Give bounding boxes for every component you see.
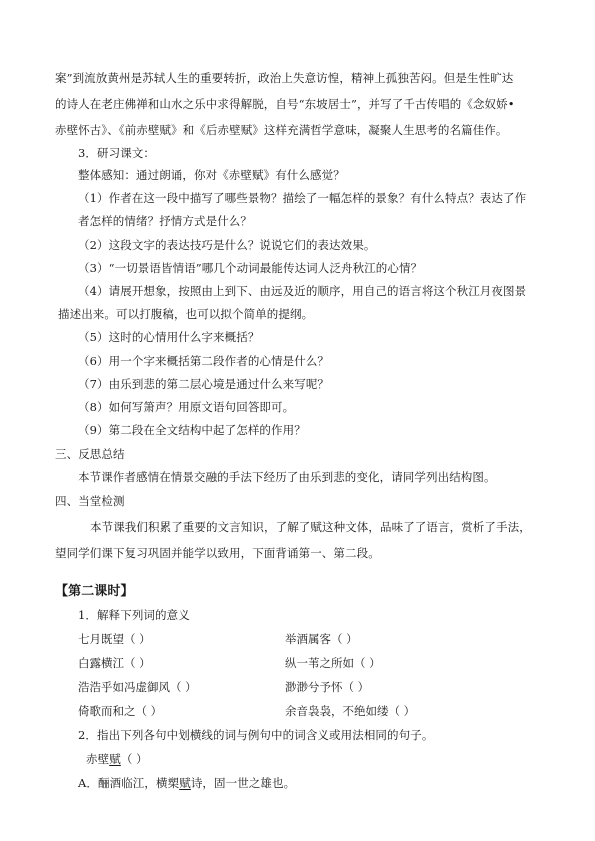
question-1-line-2: 者怎样的情绪？抒情方式是什么？ [78, 214, 252, 228]
option-a-suffix: 诗，固一世之雄也。 [190, 776, 296, 790]
option-a [78, 776, 295, 791]
check-line-2: 望同学们课下复习巩固并能学以致用，下面背诵第一、第二段。 [55, 546, 380, 560]
check-line-1: 本节课我们积累了重要的文言知识，了解了赋这种文体，品味了了语言，赏析了手法， [90, 520, 531, 534]
overall-perception: 整体感知：通过朗诵，你对《赤壁赋》有什么感觉？ [78, 168, 345, 182]
task-2: 2．指出下列各句中划横线的词与例句中的词含义或用法相同的句子。 [78, 728, 434, 742]
example-sentence [86, 752, 148, 767]
vocab-item-left-3: 浩浩乎如冯虚御风（ ） [78, 680, 197, 694]
question-9: （9）第二段在全文结构中起了怎样的作用？ [78, 423, 306, 437]
question-1-line-1: （1）作者在这一段中描写了哪些景物？描绘了一幅怎样的景象？有什么特点？表达了作 [78, 191, 527, 205]
vocab-item-right-4: 余音袅袅，不绝如缕（ ） [285, 704, 416, 718]
example-prefix: 赤壁 [86, 752, 110, 766]
intro-line-2: 的诗人在老庄佛禅和山水之乐中求得解脱，自号“东坡居士”，并写了千古传唱的《念奴娇• [55, 97, 515, 111]
question-7: （7）由乐到悲的第二层心境是通过什么来写呢？ [78, 377, 330, 391]
vocab-item-left-2: 白露横江（ ） [78, 656, 151, 670]
vocab-item-left-4: 倚歌而和之（ ） [78, 704, 163, 718]
example-blank: （ ） [120, 752, 148, 766]
vocab-item-right-1: 举酒属客（ ） [285, 632, 358, 646]
question-4-line-2: 描述出来。可以打腹稿，也可以拟个简单的提纲。 [58, 307, 314, 321]
question-2: （2）这段文字的表达技巧是什么？说说它们的表达效果。 [78, 238, 376, 252]
question-8: （8）如何写箫声？用原文语句回答即可。 [78, 400, 295, 414]
reflection-text: 本节课作者感情在情景交融的手法下经历了由乐到悲的变化，请同学列出结构图。 [78, 470, 496, 484]
intro-line-3: 赤壁怀古》、《前赤壁赋》和《后赤壁赋》这样充满哲学意味，凝聚人生思考的名篇佳作。 [55, 123, 508, 137]
check-heading: 四、当堂检测 [55, 494, 125, 508]
question-5: （5）这时的心情用什么字来概括？ [78, 330, 260, 344]
option-a-prefix: A．酾酒临江，横槊 [78, 776, 180, 790]
task-1: 1．解释下列词的意义 [78, 608, 190, 622]
question-4-line-1: （4）请展开想象，按照由上到下、由远及近的顺序，用自己的语言将这个秋江月夜图景 [78, 284, 527, 298]
lesson-2-heading: 【第二课时】 [55, 584, 134, 599]
question-3: （3）“一切景语皆情语”哪几个动词最能传达词人泛舟秋江的心情？ [78, 261, 423, 275]
vocab-item-left-1: 七月既望（ ） [78, 632, 151, 646]
option-a-underlined-word: 赋 [179, 776, 191, 790]
intro-line-1: 案”到流放黄州是苏轼人生的重要转折，政治上失意访惶，精神上孤独苦闷。但是生性旷达 [55, 71, 514, 85]
vocab-item-right-3: 渺渺兮予怀（ ） [285, 680, 370, 694]
section-3-heading: 3．研习课文： [78, 146, 156, 160]
question-6: （6）用一个字来概括第二段作者的心情是什么？ [78, 354, 330, 368]
reflection-heading: 三、反思总结 [55, 447, 125, 461]
vocab-item-right-2: 纵一苇之所如（ ） [285, 656, 381, 670]
example-underlined-word: 赋 [109, 752, 121, 766]
